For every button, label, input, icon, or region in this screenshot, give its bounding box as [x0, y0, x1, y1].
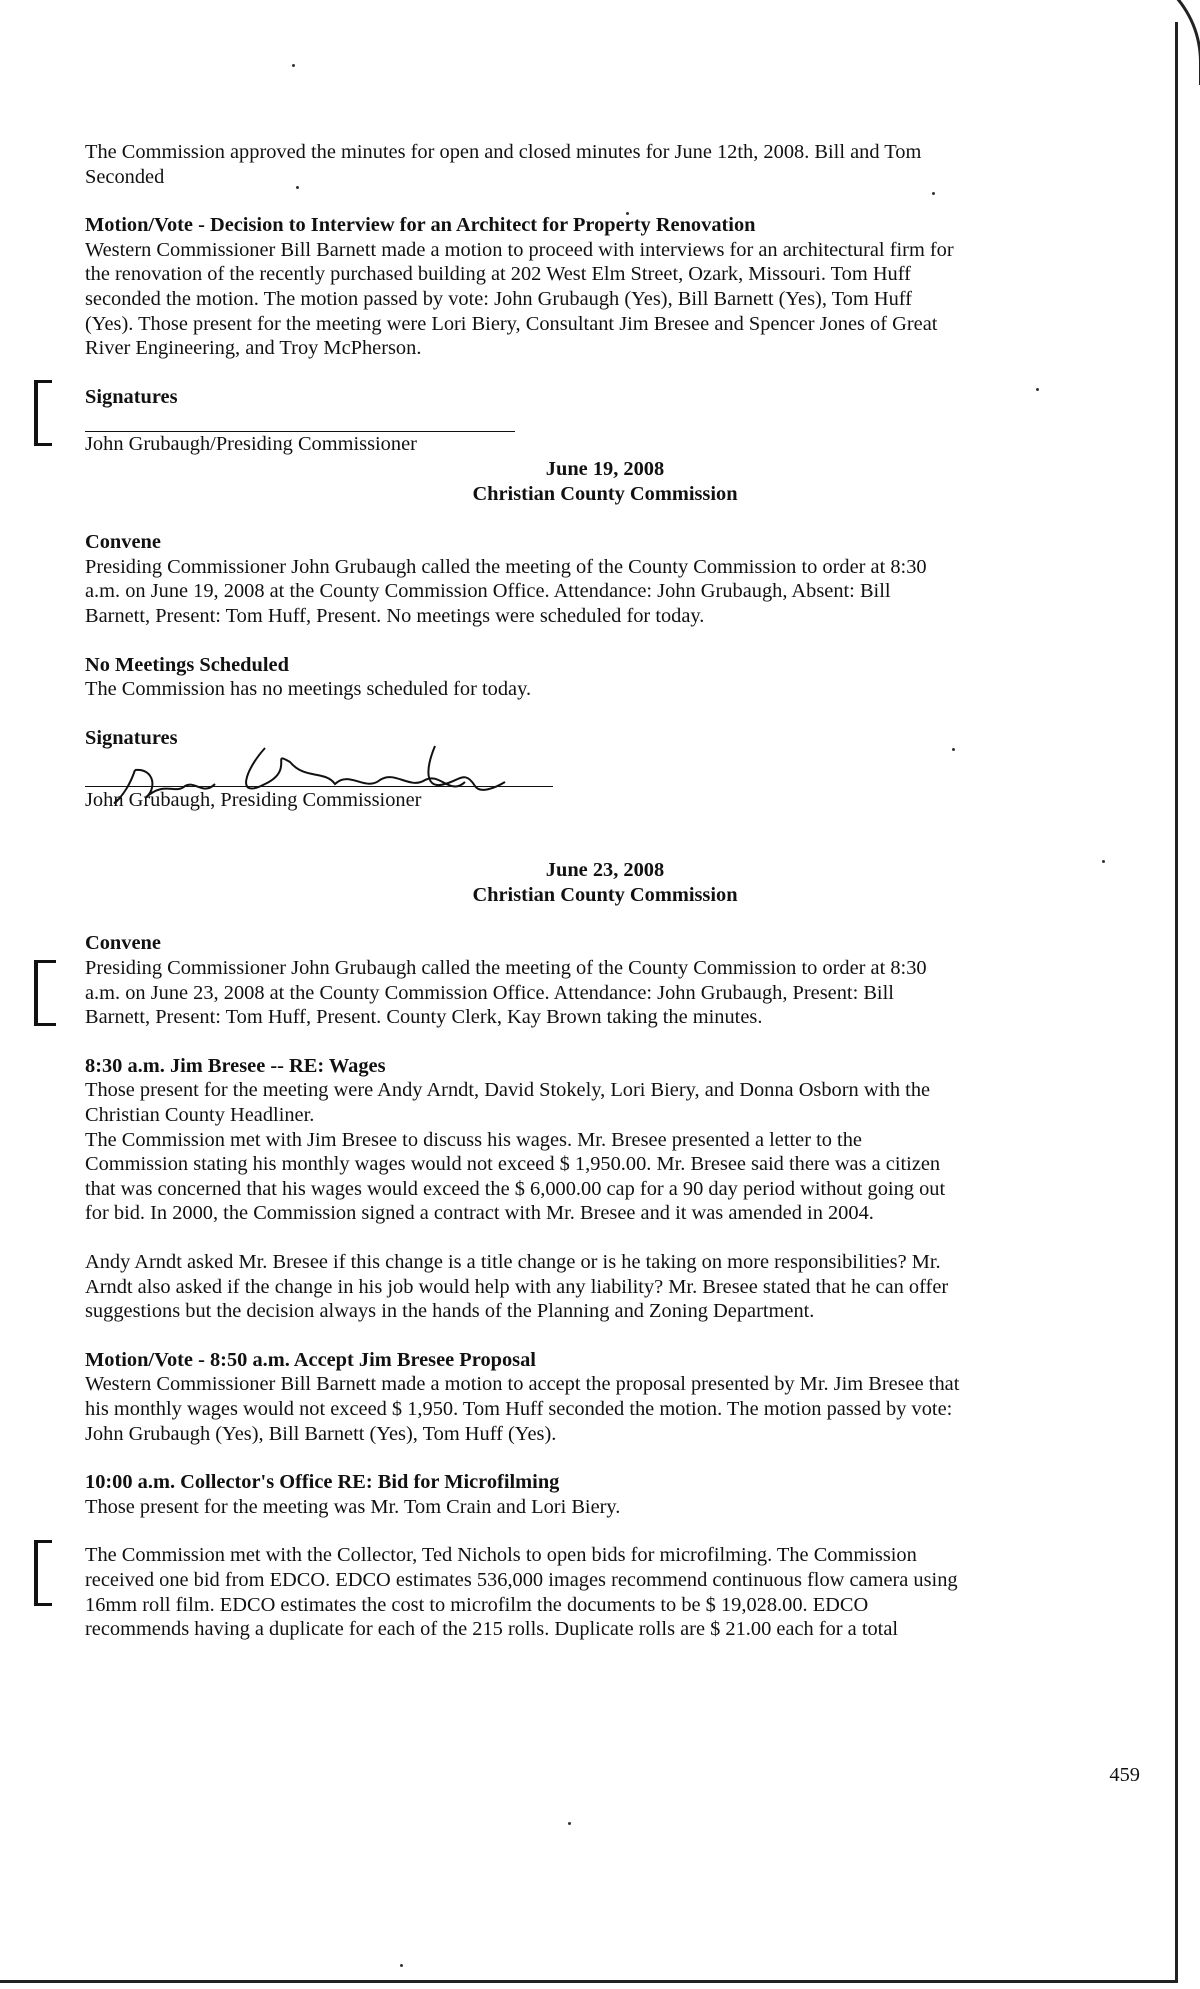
arndt-questions: Andy Arndt asked Mr. Bresee if this change is a title change or is he taking on more responsibilities? Mr. Arndt also asked if the change in his job would help with any liability? Mr. Bresee stated that he can offer suggestions but the decision always in the hands of the Planning and Zoning Department.: [85, 1251, 949, 1323]
architect-motion: Motion/Vote - Decision to Interview for an Architect for Property Renovation Western Commissioner Bill Barnett made a motion to proceed with interviews for an architectural firm for the renovation of the recently purchased building at 202 West Elm Street, Ozark, Missouri. Tom Huff seconded the motion. The motion passed by vote: John Grubaugh (Yes), Bill Barnett (Yes), Tom Huff (Yes). Those present for the meeting were Lori Biery, Consultant Jim Bresee and Spencer Jones of Great River Engineering, and Troy McPherson.: [85, 214, 954, 360]
signature-block: [85, 750, 565, 814]
signer-name: John Grubaugh, Presiding Commissioner: [85, 789, 422, 812]
section-heading: Signatures: [85, 726, 178, 749]
scan-speck: [292, 64, 295, 67]
binder-hole-mark: [34, 380, 56, 446]
minutes-approval: The Commission approved the minutes for open and closed minutes for June 12th, 2008. Bill and Tom Seconded: [85, 141, 922, 188]
page-corner: [1079, 0, 1200, 85]
no-meetings-section: No Meetings Scheduled The Commission has no meetings scheduled for today.: [85, 653, 532, 701]
meeting-title: Christian County Commission: [472, 883, 738, 906]
signer-name: John Grubaugh/Presiding Commissioner: [85, 433, 417, 456]
binder-hole-mark: [34, 1540, 56, 1606]
page-number: 459: [1109, 1764, 1140, 1786]
document-body: [85, 140, 1125, 1642]
page-edge: [0, 1980, 1178, 1983]
wages-section: 8:30 a.m. Jim Bresee -- RE: Wages Those present for the meeting were Andy Arndt, David Stokely, Lori Biery, and Donna Osborn with the Christian County Headliner. The Commission met with Jim Bresee to discuss his wages. Mr. Bresee presented a letter to the Commission stating his monthly wages would not exceed $ 1,950.00. Mr. Bresee said there was a citizen that was concerned that his wages would exceed the $ 6,000.00 cap for a 90 day period without going out for bid. In 2000, the Commission signed a contract with Mr. Bresee and it was amended in 2004.: [85, 1054, 946, 1225]
scan-speck: [568, 1822, 571, 1825]
microfilming-bids: The Commission met with the Collector, Ted Nichols to open bids for microfilming. The Commission received one bid from EDCO. EDCO estimates 536,000 images recommend continuous flow camera using 16mm roll film. EDCO estimates the cost to microfilm the documents to be $ 19,028.00. EDCO recommends having a duplicate for each of the 215 rolls. Duplicate rolls are $ 21.00 each for a total: [85, 1544, 958, 1641]
bresee-motion: Motion/Vote - 8:50 a.m. Accept Jim Bresee Proposal Western Commissioner Bill Barnett made a motion to accept the proposal presented by Mr. Jim Bresee that his monthly wages would not exceed $ 1,950. Tom Huff seconded the motion. The motion passed by vote: John Grubaugh (Yes), Bill Barnett (Yes), Tom Huff (Yes).: [85, 1348, 960, 1445]
meeting-date: June 19, 2008: [545, 457, 665, 480]
section-heading: Convene: [85, 531, 161, 554]
section-heading: No Meetings Scheduled: [85, 653, 289, 676]
convene-section: Convene Presiding Commissioner John Grubaugh called the meeting of the County Commission to order at 8:30 a.m. on June 19, 2008 at the County Commission Office. Attendance: John Grubaugh, Absent: Bill Barnett, Present: Tom Huff, Present. No meetings were scheduled for today.: [85, 531, 927, 627]
section-heading: 8:30 a.m. Jim Bresee -- RE: Wages: [85, 1054, 386, 1077]
section-heading: 10:00 a.m. Collector's Office RE: Bid for Microfilming: [85, 1471, 560, 1494]
section-heading: Convene: [85, 932, 161, 955]
meeting-title: Christian County Commission: [472, 482, 738, 505]
section-heading: Motion/Vote - Decision to Interview for an Architect for Property Renovation: [85, 214, 756, 237]
scan-speck: [400, 1964, 403, 1967]
section-heading: Motion/Vote - 8:50 a.m. Accept Jim Bresee Proposal: [85, 1348, 536, 1371]
section-heading: Signatures: [85, 385, 178, 408]
binder-hole-mark: [34, 960, 56, 1026]
page-edge: [1175, 22, 1178, 1983]
signature-line: [85, 409, 515, 432]
microfilming-section: 10:00 a.m. Collector's Office RE: Bid for Microfilming Those present for the meeting was Mr. Tom Crain and Lori Biery.: [85, 1471, 621, 1518]
convene-section: Convene Presiding Commissioner John Grubaugh called the meeting of the County Commission to order at 8:30 a.m. on June 23, 2008 at the County Commission Office. Attendance: John Grubaugh, Present: Bill Barnett, Present: Tom Huff, Present. County Clerk, Kay Brown taking the minutes.: [85, 932, 927, 1029]
meeting-date: June 23, 2008: [545, 859, 665, 882]
signature-line: [85, 786, 553, 787]
